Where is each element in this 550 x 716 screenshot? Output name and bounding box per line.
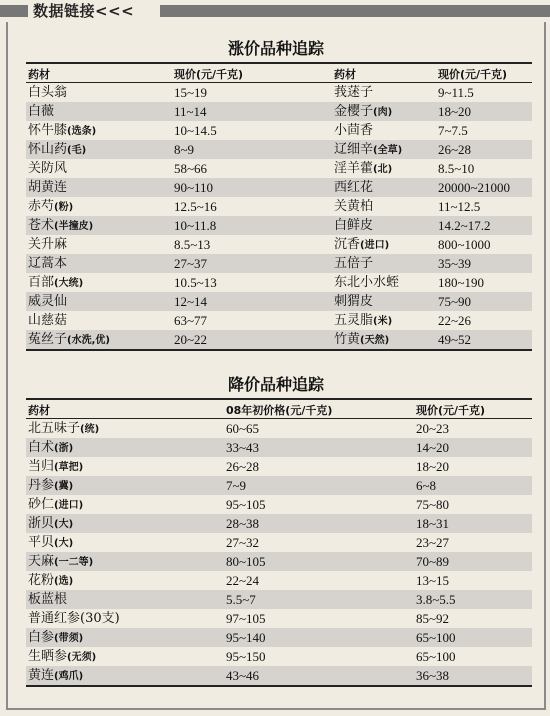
herb-text: 平贝 (28, 535, 55, 550)
price-value: 12.5~16 (174, 199, 217, 214)
herb-name (28, 292, 67, 311)
table-row (26, 419, 532, 438)
fall-col-price: 现价(元/千克) (416, 404, 486, 417)
herb-text: 白头翁 (28, 85, 68, 100)
herb-text: 五倍子 (334, 256, 374, 271)
herb-name (28, 495, 83, 515)
price-value: 49~52 (438, 332, 472, 347)
content-panel (6, 22, 546, 710)
price-value: 20~23 (416, 421, 450, 436)
price-value: 35~39 (438, 256, 472, 271)
table-row (26, 330, 532, 349)
herb-qualifier: (大) (54, 538, 74, 549)
price-value: 15~19 (174, 85, 208, 100)
herb-name (334, 235, 389, 255)
herb-name (28, 552, 93, 572)
table-row (26, 495, 532, 514)
table-row (26, 552, 532, 571)
header-rule-left (0, 5, 28, 17)
herb-qualifier: (一二等) (54, 557, 94, 568)
table-row (26, 438, 532, 457)
herb-text: 五灵脂 (334, 313, 374, 328)
early-price-value: 33~43 (226, 440, 260, 455)
table-row (26, 273, 532, 292)
herb-name (28, 159, 67, 178)
rise-col-herb2: 药材 (334, 68, 356, 81)
herb-qualifier: (无须) (67, 652, 97, 663)
herb-text: 当归 (28, 459, 55, 474)
table-row (26, 628, 532, 647)
herb-name (334, 292, 373, 311)
rise-col-herb: 药材 (28, 68, 50, 81)
herb-name (28, 590, 67, 609)
early-price-value: 95~140 (226, 630, 266, 645)
table-row (26, 571, 532, 590)
herb-text: 怀牛膝 (28, 123, 68, 138)
price-value: 7~7.5 (438, 123, 468, 138)
herb-name (334, 83, 373, 102)
herb-name (28, 666, 83, 686)
price-value: 14.2~17.2 (438, 218, 491, 233)
fall-table-body (26, 419, 532, 687)
table-row (26, 590, 532, 609)
fall-col-early: 08年初价格(元/千克) (226, 404, 333, 417)
herb-text: 板蓝根 (28, 592, 68, 607)
herb-text: 白参 (28, 630, 55, 645)
herb-name (334, 311, 392, 331)
herb-name (28, 254, 67, 273)
herb-qualifier: (米) (373, 316, 393, 327)
herb-name (334, 330, 389, 350)
herb-qualifier: (鸡爪) (54, 671, 84, 682)
herb-qualifier: (进口) (54, 500, 84, 511)
table-row (26, 514, 532, 533)
table-row (26, 647, 532, 666)
herb-text: 莪蒁子 (334, 85, 374, 100)
table-row (26, 197, 532, 216)
herb-name (28, 102, 54, 121)
price-value: 800~1000 (438, 237, 491, 252)
herb-text: 苍术 (28, 218, 55, 233)
herb-qualifier: (半撞皮) (54, 221, 94, 232)
herb-qualifier: (进口) (360, 240, 390, 251)
herb-text: 赤芍 (28, 199, 55, 214)
herb-qualifier: (选) (54, 576, 74, 587)
herb-qualifier: (粉) (54, 202, 74, 213)
herb-qualifier: (草把) (54, 462, 84, 473)
herb-text: 胡黄连 (28, 180, 68, 195)
herb-name (28, 140, 86, 160)
herb-text: 金樱子 (334, 104, 374, 119)
herb-text: 北五味子 (28, 421, 81, 436)
price-value: 63~77 (174, 313, 208, 328)
herb-text: 花粉 (28, 573, 55, 588)
table-row (26, 140, 532, 159)
table-row (26, 609, 532, 628)
price-value: 18~20 (438, 104, 472, 119)
price-value: 13~15 (416, 573, 450, 588)
table-row (26, 178, 532, 197)
price-value: 65~100 (416, 630, 456, 645)
herb-qualifier: (全草) (373, 145, 403, 156)
price-value: 10.5~13 (174, 275, 217, 290)
price-value: 3.8~5.5 (416, 592, 456, 607)
herb-qualifier: (天然) (360, 335, 390, 346)
herb-name (28, 647, 96, 667)
table-row (26, 457, 532, 476)
herb-name (334, 121, 373, 140)
herb-name (28, 514, 73, 534)
herb-name (28, 197, 73, 217)
herb-name (334, 197, 373, 216)
herb-text: 刺猬皮 (334, 294, 374, 309)
herb-text: 关升麻 (28, 237, 68, 252)
herb-text: 百部 (28, 275, 55, 290)
herb-name (334, 178, 373, 197)
table-row (26, 292, 532, 311)
table-row (26, 216, 532, 235)
herb-name (334, 273, 399, 292)
herb-qualifier: (选条) (67, 126, 97, 137)
price-value: 11~12.5 (438, 199, 481, 214)
herb-text: 砂仁 (28, 497, 55, 512)
table-row (26, 533, 532, 552)
herb-text: 天麻 (28, 554, 55, 569)
price-value: 23~27 (416, 535, 450, 550)
rise-col-price2: 现价(元/千克) (438, 68, 508, 81)
table-row (26, 159, 532, 178)
early-price-value: 60~65 (226, 421, 260, 436)
herb-name (28, 609, 120, 628)
price-value: 180~190 (438, 275, 485, 290)
herb-text: 西红花 (334, 180, 374, 195)
herb-name (28, 419, 99, 439)
herb-name (28, 533, 73, 553)
herb-text: 白鲜皮 (334, 218, 374, 233)
herb-name (334, 254, 373, 273)
rise-table-body (26, 83, 532, 351)
early-price-value: 27~32 (226, 535, 260, 550)
herb-name (28, 216, 93, 236)
herb-qualifier: (水洗,优) (67, 335, 110, 346)
header-bar (0, 0, 550, 22)
herb-text: 竹黄 (334, 332, 361, 347)
herb-name (28, 330, 110, 350)
herb-text: 辽细辛 (334, 142, 374, 157)
rise-table (26, 62, 532, 351)
table-row (26, 121, 532, 140)
herb-qualifier: (统) (80, 424, 100, 435)
early-price-value: 7~9 (226, 478, 247, 493)
herb-qualifier: (肉) (373, 107, 393, 118)
fall-table (26, 398, 532, 687)
price-value: 14~20 (416, 440, 450, 455)
price-value: 6~8 (416, 478, 437, 493)
price-value: 10~11.8 (174, 218, 217, 233)
herb-text: 白薇 (28, 104, 55, 119)
rise-col-price: 现价(元/千克) (174, 68, 244, 81)
fall-table-header (26, 398, 532, 419)
early-price-value: 95~105 (226, 497, 266, 512)
herb-name (334, 216, 373, 235)
price-value: 8.5~13 (174, 237, 211, 252)
price-value: 20~22 (174, 332, 208, 347)
herb-name (28, 235, 67, 254)
early-price-value: 80~105 (226, 554, 266, 569)
price-value: 36~38 (416, 668, 450, 683)
herb-text: 生晒参 (28, 649, 68, 664)
early-price-value: 28~38 (226, 516, 260, 531)
herb-text: 东北小水蛭 (334, 275, 400, 290)
price-value: 10~14.5 (174, 123, 217, 138)
herb-text: 普通红参(30支) (28, 611, 120, 626)
price-value: 12~14 (174, 294, 208, 309)
price-value: 9~11.5 (438, 85, 474, 100)
herb-name (28, 121, 96, 141)
price-value: 65~100 (416, 649, 456, 664)
price-value: 85~92 (416, 611, 450, 626)
price-value: 58~66 (174, 161, 208, 176)
herb-name (334, 140, 402, 160)
price-value: 11~14 (174, 104, 207, 119)
table-row (26, 235, 532, 254)
price-value: 20000~21000 (438, 180, 511, 195)
herb-name (28, 628, 83, 648)
herb-text: 白术 (28, 440, 55, 455)
early-price-value: 26~28 (226, 459, 260, 474)
herb-name (28, 571, 73, 591)
herb-qualifier: (大统) (54, 278, 84, 289)
price-value: 26~28 (438, 142, 472, 157)
table-row (26, 102, 532, 121)
price-value: 18~20 (416, 459, 450, 474)
herb-name (28, 83, 67, 102)
herb-qualifier: (大) (54, 519, 74, 530)
herb-text: 山慈菇 (28, 313, 68, 328)
herb-text: 沉香 (334, 237, 361, 252)
table-row (26, 666, 532, 685)
early-price-value: 43~46 (226, 668, 260, 683)
early-price-value: 22~24 (226, 573, 260, 588)
price-value: 27~37 (174, 256, 208, 271)
price-value: 8~9 (174, 142, 195, 157)
herb-text: 威灵仙 (28, 294, 68, 309)
header-rule-right (160, 5, 550, 17)
herb-text: 浙贝 (28, 516, 55, 531)
rise-table-header (26, 62, 532, 83)
herb-text: 关黄柏 (334, 199, 374, 214)
header-label: 数据链接<<< (33, 2, 135, 20)
price-value: 22~26 (438, 313, 472, 328)
table-row (26, 83, 532, 102)
herb-text: 辽蒿本 (28, 256, 68, 271)
herb-name (28, 457, 83, 477)
table-row (26, 476, 532, 495)
herb-text: 淫羊藿 (334, 161, 374, 176)
herb-name (28, 311, 67, 330)
herb-text: 关防风 (28, 161, 68, 176)
herb-name (28, 438, 73, 458)
early-price-value: 5.5~7 (226, 592, 256, 607)
rise-title: 涨价品种追踪 (227, 39, 324, 58)
herb-name (28, 476, 73, 496)
herb-text: 怀山药 (28, 142, 68, 157)
herb-name (28, 178, 67, 197)
price-value: 70~89 (416, 554, 450, 569)
early-price-value: 97~105 (226, 611, 266, 626)
herb-qualifier: (浙) (54, 443, 74, 454)
herb-text: 菟丝子 (28, 332, 68, 347)
herb-name (28, 273, 83, 293)
price-value: 18~31 (416, 516, 450, 531)
herb-text: 小茴香 (334, 123, 374, 138)
herb-text: 丹参 (28, 478, 55, 493)
price-value: 90~110 (174, 180, 214, 195)
early-price-value: 95~150 (226, 649, 266, 664)
table-row (26, 254, 532, 273)
fall-col-herb: 药材 (28, 404, 50, 417)
herb-name (334, 159, 392, 179)
herb-qualifier: (毛) (67, 145, 87, 156)
herb-name (334, 102, 392, 122)
price-value: 8.5~10 (438, 161, 475, 176)
herb-text: 黄连 (28, 668, 55, 683)
price-value: 75~90 (438, 294, 472, 309)
herb-qualifier: (冀) (54, 481, 74, 492)
herb-qualifier: (北) (373, 164, 393, 175)
herb-qualifier: (带须) (54, 633, 84, 644)
table-row (26, 311, 532, 330)
fall-title: 降价品种追踪 (227, 375, 324, 394)
price-value: 75~80 (416, 497, 450, 512)
